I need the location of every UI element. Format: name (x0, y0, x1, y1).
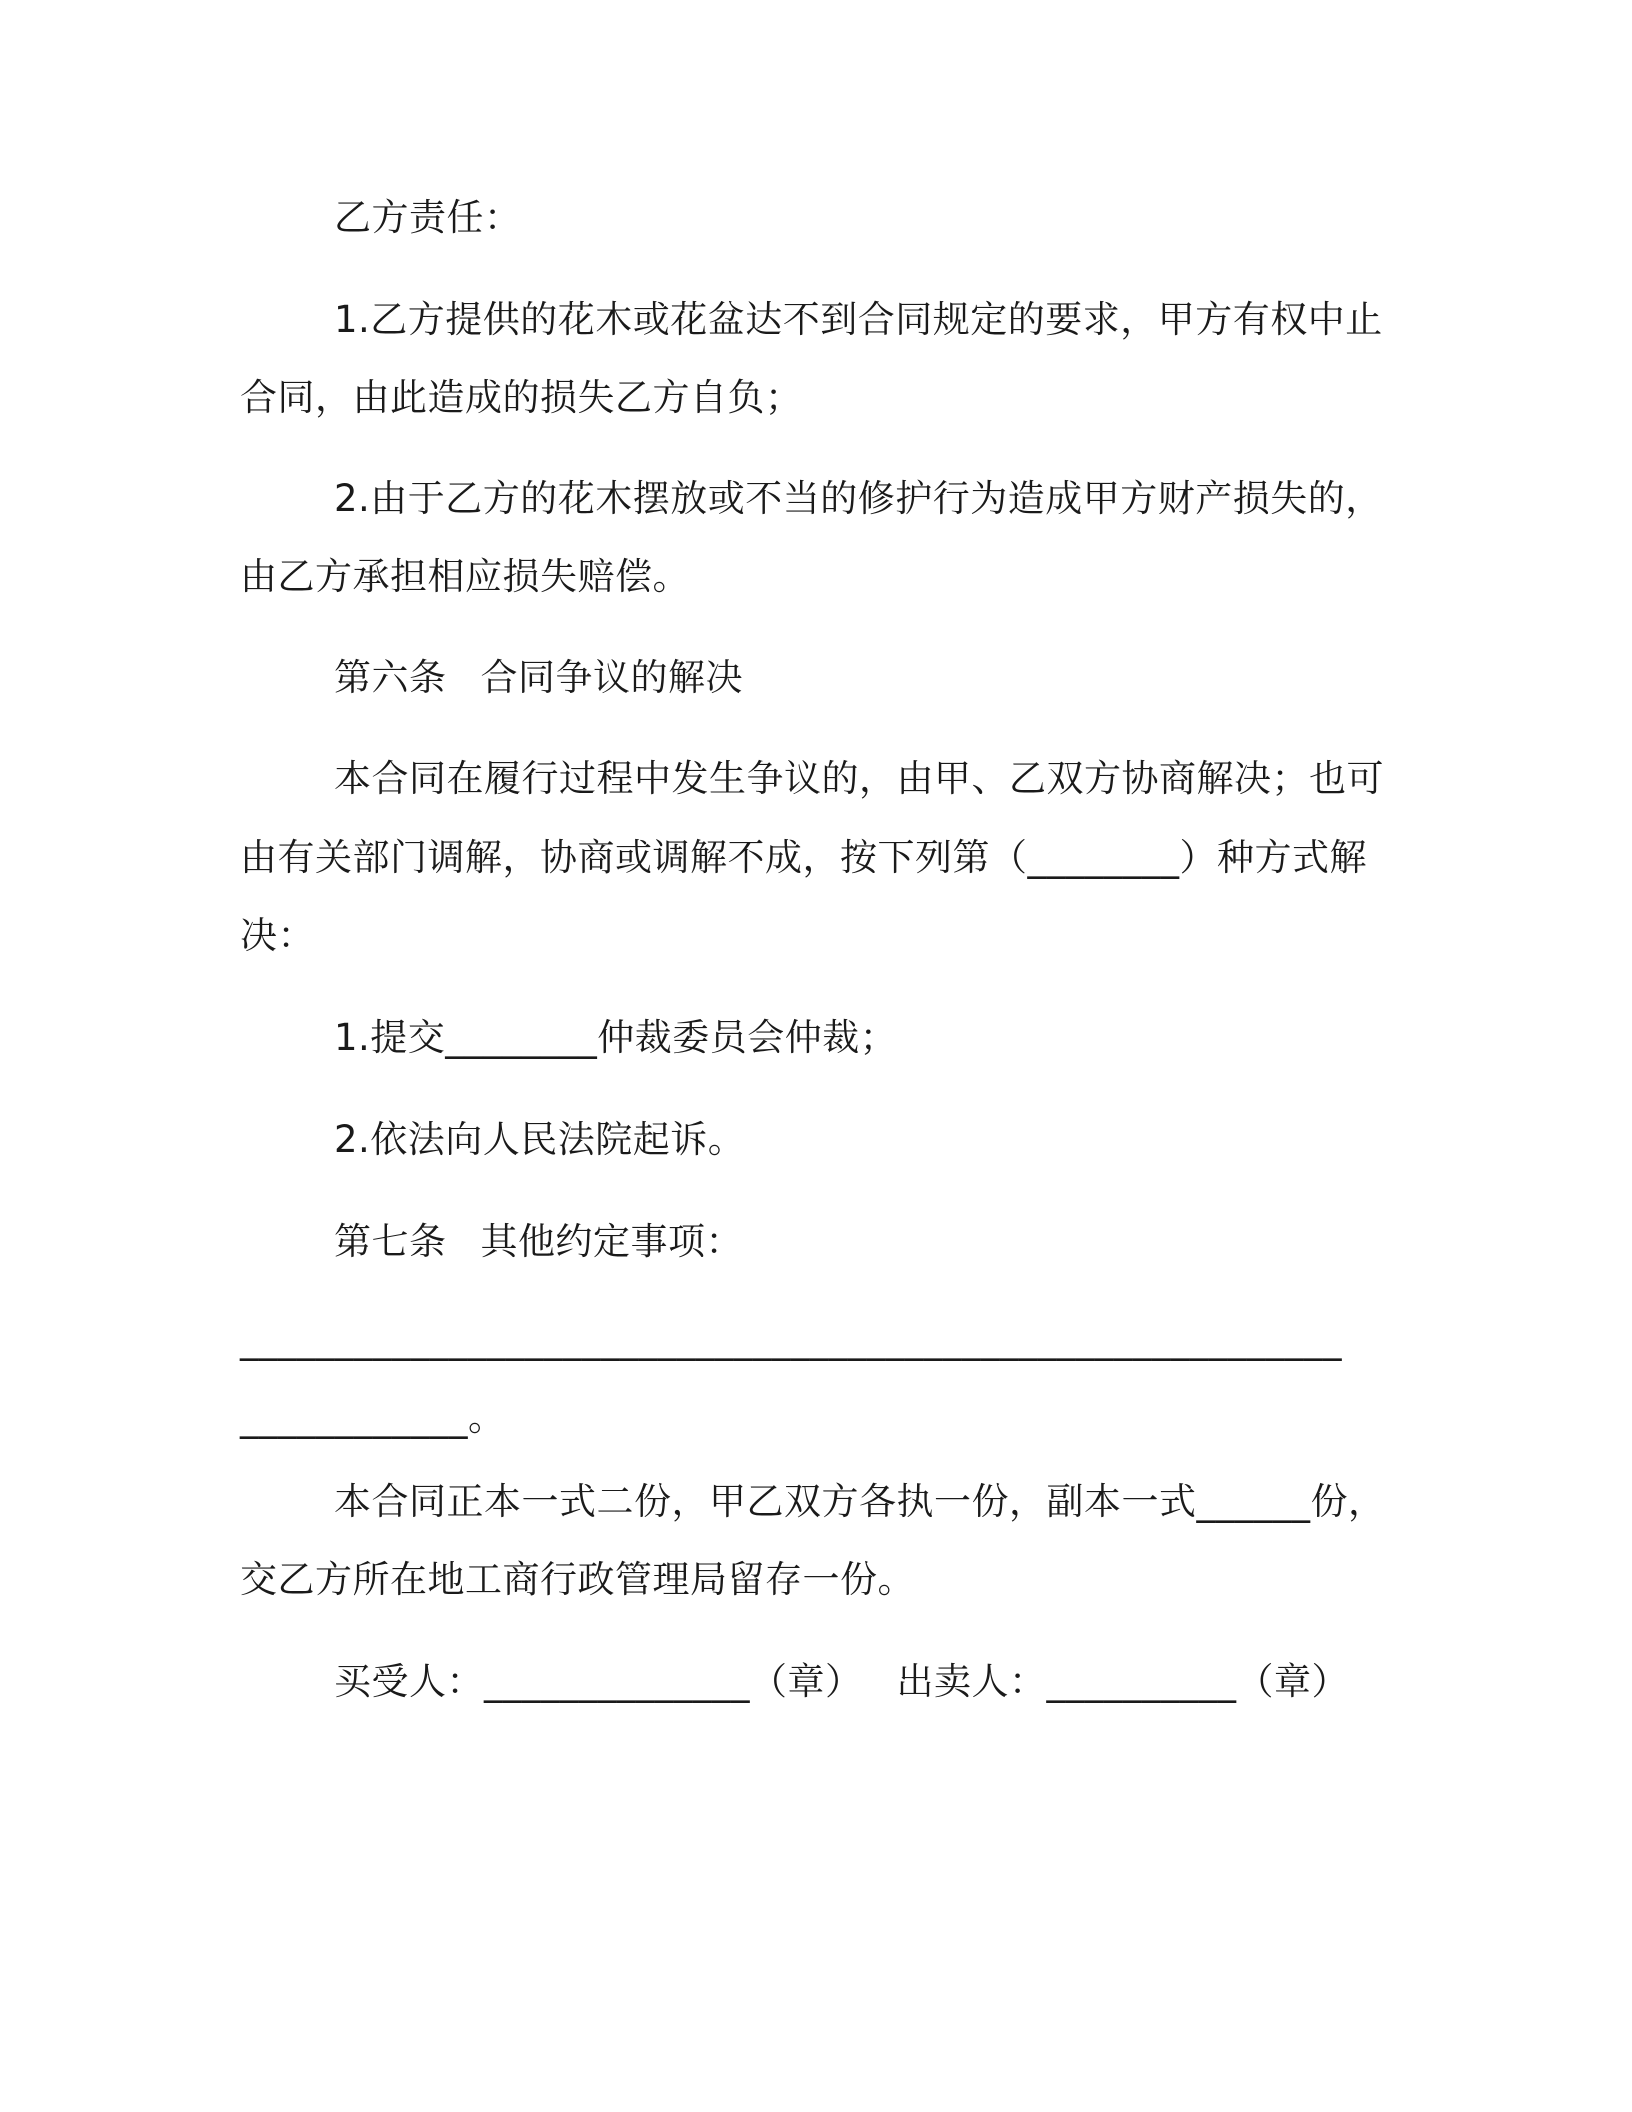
clause-1-line-2: 合同，由此造成的损失乙方自负； (240, 376, 803, 419)
article-7-number: 第七条 (334, 1220, 447, 1263)
other-matters-blank-line-2: ____________。 (240, 1396, 506, 1439)
article-7-heading (334, 1220, 743, 1264)
dispute-paragraph-line-2: 由有关部门调解，协商或调解不成，按下列第（________）种方式解 (240, 836, 1367, 879)
article-6-number: 第六条 (334, 656, 447, 699)
clause-1-line-1: 1.乙方提供的花木或花盆达不到合同规定的要求，甲方有权中止 (334, 298, 1383, 341)
clause-2-line-2: 由乙方承担相应损失赔偿。 (240, 555, 690, 598)
copies-paragraph-line-1: 本合同正本一式二份，甲乙双方各执一份，副本一式______份， (334, 1480, 1386, 1523)
dispute-paragraph-line-3: 决： (240, 914, 315, 957)
dispute-option-1: 1.提交________仲裁委员会仲裁； (334, 1016, 898, 1059)
other-matters-blank-line-1: __________________________________________________________ (240, 1318, 1342, 1361)
dispute-option-2: 2.依法向人民法院起诉。 (334, 1118, 746, 1161)
article-6-title: 合同争议的解决 (480, 656, 743, 699)
seller-signature: 出卖人：__________（章） (896, 1660, 1349, 1703)
clause-2-line-1: 2.由于乙方的花木摆放或不当的修护行为造成甲方财产损失的， (334, 477, 1383, 520)
article-7-title: 其他约定事项： (480, 1220, 743, 1263)
signature-row (334, 1660, 1349, 1704)
article-6-heading (334, 656, 743, 700)
section-heading-party-b-liability: 乙方责任： (334, 196, 522, 239)
dispute-paragraph-line-1: 本合同在履行过程中发生争议的，由甲、乙双方协商解决；也可 (334, 757, 1384, 800)
buyer-signature: 买受人：______________（章） (334, 1660, 863, 1703)
copies-paragraph-line-2: 交乙方所在地工商行政管理局留存一份。 (240, 1558, 915, 1601)
